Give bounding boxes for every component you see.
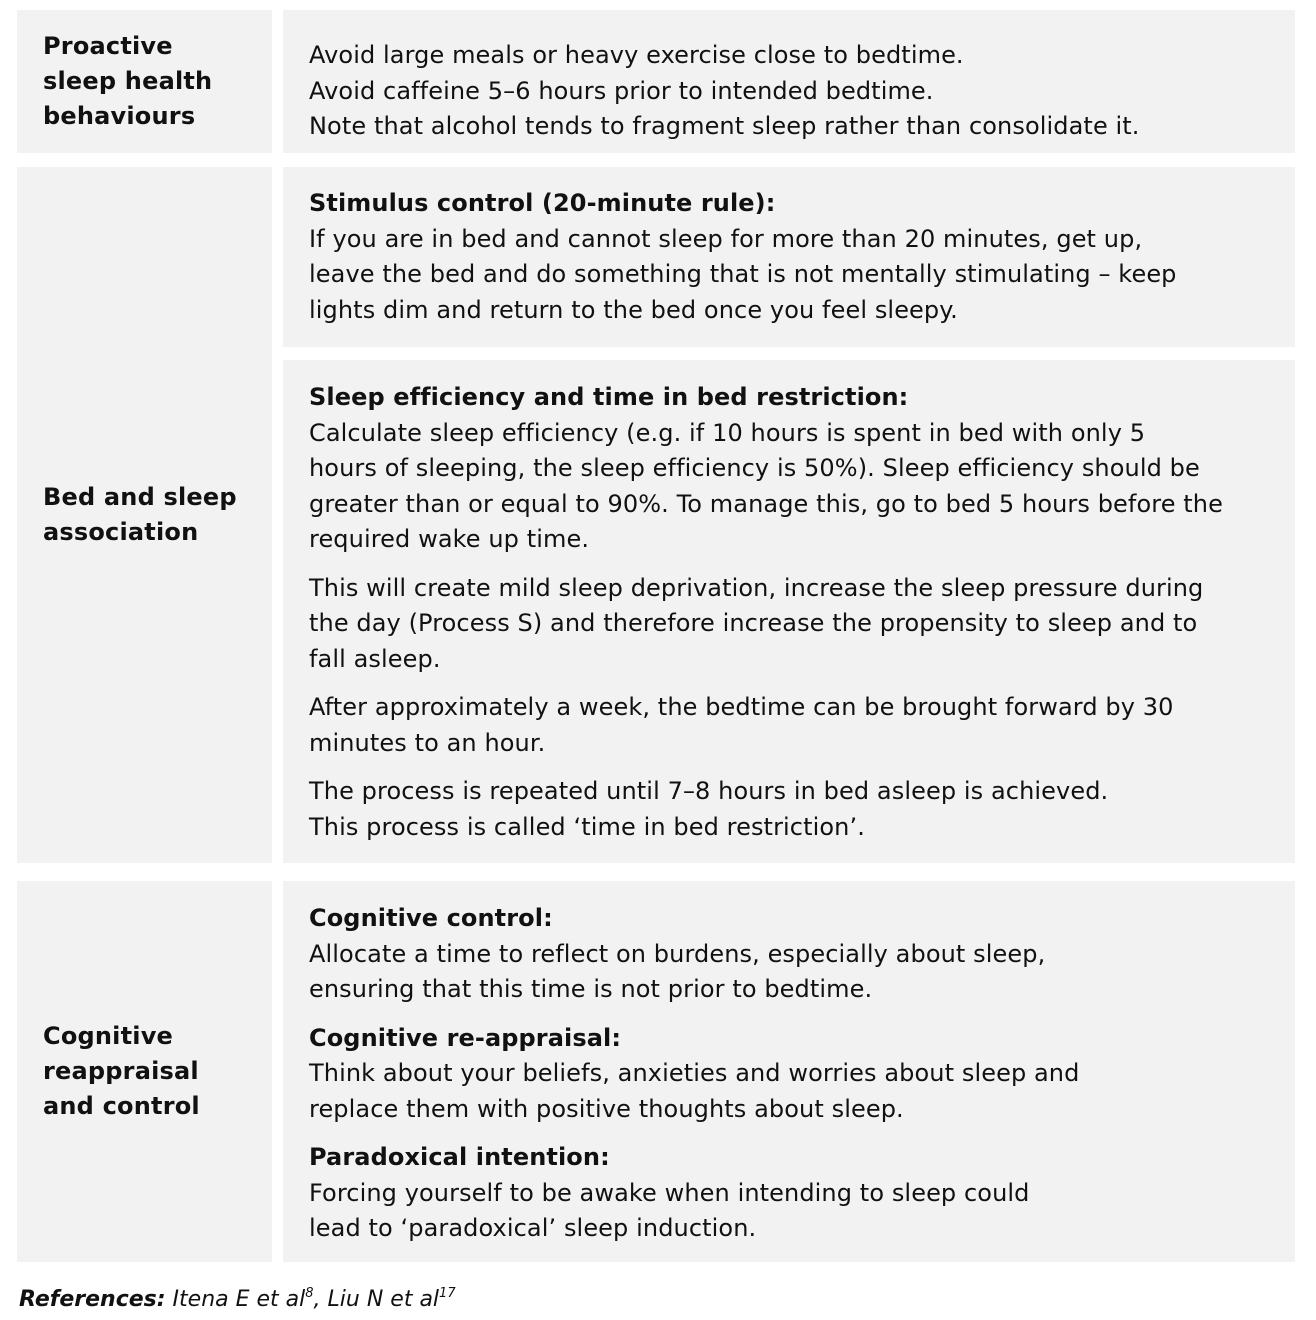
label-line: Proactive [43,32,173,60]
content-line: the day (Process S) and therefore increase the propensity to sleep and to [309,609,1198,637]
reference-1-sup: 8 [305,1286,314,1301]
label-line: sleep health [43,67,213,95]
references [19,1286,456,1312]
content-sleep-restriction [283,360,1295,863]
content-line: fall asleep. [309,644,441,673]
content-line: If you are in bed and cannot sleep for more than 20 minutes, get up, [309,224,1143,253]
reappraisal-block [309,1021,1295,1128]
restriction-paragraph [309,690,1295,761]
reference-2: Liu N et al [327,1287,440,1312]
content-line: Forcing yourself to be awake when intending to sleep could [309,1178,1030,1207]
content-line: lights dim and return to the bed once you feel sleepy. [309,295,958,324]
content-line: hours of sleeping, the sleep efficiency is 50%). Sleep efficiency should be [309,454,1200,482]
reference-1: Itena E et al [165,1287,306,1312]
restriction-paragraph [309,774,1295,845]
stimulus-heading: Stimulus control (20-minute rule): [309,189,776,217]
label-cognitive-reappraisal [17,881,272,1262]
label-line: Cognitive [43,1022,174,1050]
content-cognitive [283,881,1295,1262]
references-label: References: [19,1287,166,1312]
label-line: Bed and sleep [43,483,237,511]
content-line: ensuring that this time is not prior to bedtime. [309,975,873,1003]
reappraisal-heading: Cognitive re-appraisal: [309,1023,622,1052]
paradoxical-block [309,1140,1295,1247]
content-line: This will create mild sleep deprivation, increase the sleep pressure during [309,573,1204,602]
content-line: Avoid caffeine 5–6 hours prior to intended bedtime. [309,76,934,105]
cognitive-control-block [309,901,1295,1008]
paradoxical-heading: Paradoxical intention: [309,1143,610,1171]
content-line: The process is repeated until 7–8 hours in bed asleep is achieved. [309,777,1109,805]
label-line: behaviours [43,102,196,130]
restriction-heading: Sleep efficiency and time in bed restriction: [309,383,909,411]
content-line: greater than or equal to 90%. To manage this, go to bed 5 hours before the [309,489,1223,518]
label-line: and control [43,1092,200,1120]
label-line: reappraisal [43,1057,199,1085]
content-line: Calculate sleep efficiency (e.g. if 10 hours is spent in bed with only 5 [309,418,1146,447]
content-line: After approximately a week, the bedtime can be brought forward by 30 [309,693,1174,721]
content-line: Note that alcohol tends to fragment sleep rather than consolidate it. [309,112,1140,140]
reference-2-sup: 17 [439,1286,456,1301]
content-line: leave the bed and do something that is not mentally stimulating – keep [309,260,1177,288]
content-line: Think about your beliefs, anxieties and worries about sleep and [309,1059,1080,1087]
restriction-paragraph [309,571,1295,678]
content-line: This process is called ‘time in bed restriction’. [309,812,865,841]
reference-separator: , [313,1287,328,1312]
content-line: Allocate a time to reflect on burdens, especially about sleep, [309,939,1046,968]
content-proactive [283,10,1295,153]
restriction-paragraph [309,416,1295,558]
content-line: required wake up time. [309,525,590,553]
content-line: Avoid large meals or heavy exercise close to bedtime. [309,41,964,69]
content-line: minutes to an hour. [309,728,546,757]
label-bed-sleep-association [17,167,272,863]
content-line: replace them with positive thoughts about sleep. [309,1094,904,1123]
cognitive-control-heading: Cognitive control: [309,904,553,932]
label-proactive-sleep-health [17,10,272,153]
content-line: lead to ‘paradoxical’ sleep induction. [309,1214,757,1242]
label-line: association [43,518,199,546]
content-stimulus-control [283,167,1295,347]
